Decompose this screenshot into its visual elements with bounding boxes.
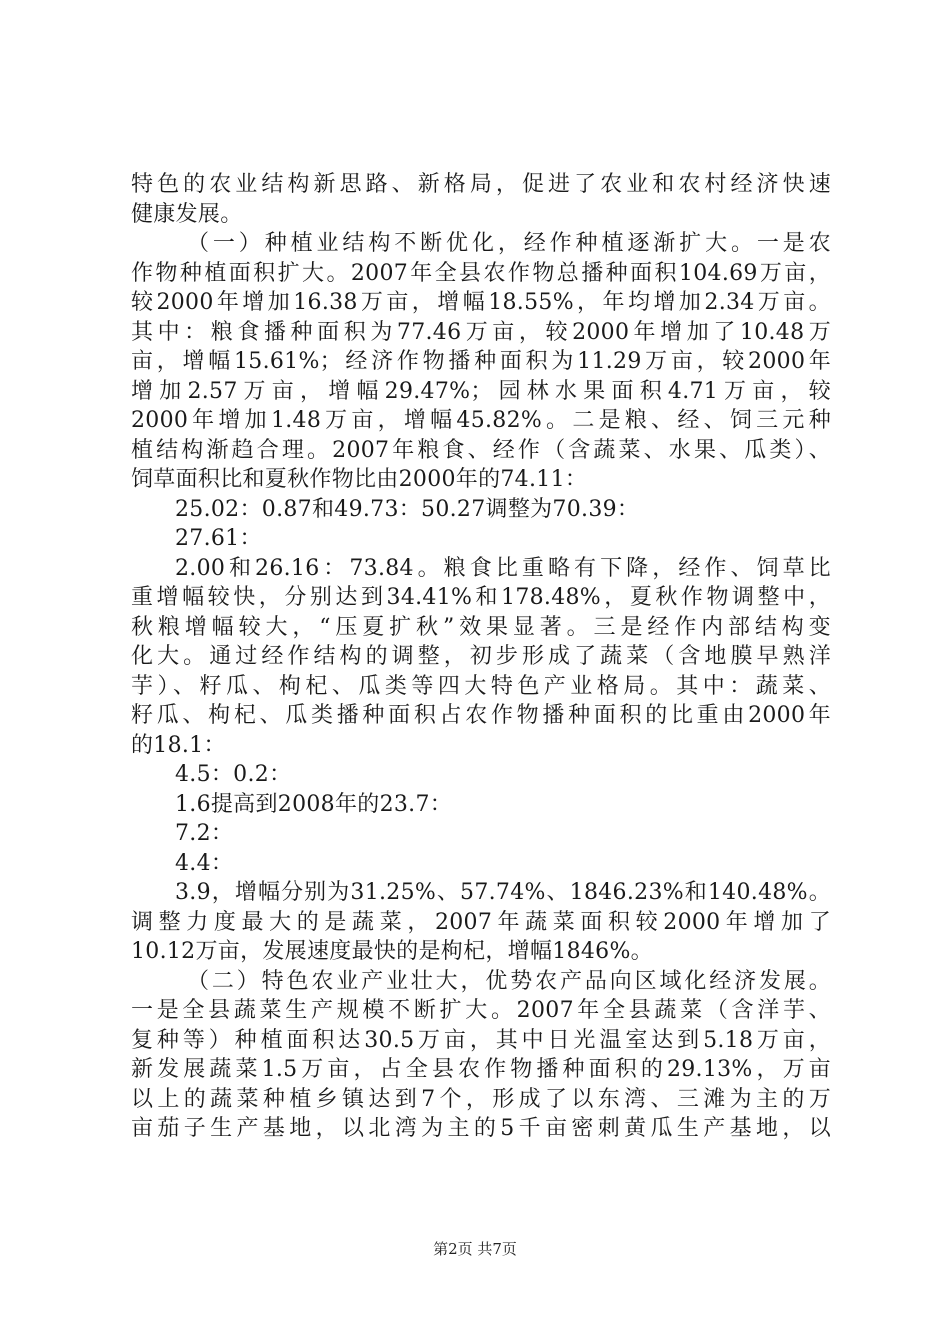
text-line: 亩，增幅15.61%；经济作物播种面积为11.29万亩，较2000年 — [131, 349, 831, 374]
text-line: 1.6提高到2008年的23.7： — [175, 791, 453, 817]
text-line: 一是全县蔬菜生产规模不断扩大。2007年全县蔬菜（含洋芋、 — [131, 998, 831, 1023]
text-line: 化大。通过经作结构的调整，初步形成了蔬菜（含地膜早熟洋 — [131, 644, 831, 669]
text-line: 2000年增加1.48万亩，增幅45.82%。二是粮、经、饲三元种 — [131, 408, 831, 433]
text-line: 以上的蔬菜种植乡镇达到7个，形成了以东湾、三滩为主的万 — [131, 1086, 831, 1112]
text-line: 健康发展。 — [131, 201, 243, 227]
text-line: 调整力度最大的是蔬菜，2007年蔬菜面积较2000年增加了 — [131, 909, 831, 935]
text-line: 芋）、籽瓜、枸杞、瓜类等四大特色产业格局。其中：蔬菜、 — [131, 673, 831, 699]
text-line: 较2000年增加16.38万亩，增幅18.55%，年均增加2.34万亩。 — [131, 290, 831, 315]
text-line: 10.12万亩，发展速度最快的是枸杞，增幅1846%。 — [131, 939, 653, 964]
text-line: 秋粮增幅较大，“压夏扩秋”效果显著。三是经作内部结构变 — [131, 614, 831, 640]
text-line: 25.02：0.87和49.73：50.27调整为70.39： — [175, 496, 640, 522]
text-line: 其中：粮食播种面积为77.46万亩，较2000年增加了10.48万 — [131, 319, 831, 345]
document-body — [131, 170, 831, 1144]
text-line: （二）特色农业产业壮大，优势农产品向区域化经济发展。 — [187, 968, 831, 994]
text-line: 复种等）种植面积达30.5万亩，其中日光温室达到5.18万亩， — [131, 1027, 831, 1053]
text-line: 4.5：0.2： — [175, 762, 292, 787]
text-line: 27.61： — [175, 526, 262, 551]
text-line: 7.2： — [175, 821, 234, 846]
text-line: 作物种植面积扩大。2007年全县农作物总播种面积104.69万亩， — [131, 260, 831, 286]
text-line: 2.00和26.16：73.84。粮食比重略有下降，经作、饲草比 — [175, 555, 831, 581]
text-line: 增加2.57万亩，增幅29.47%；园林水果面积4.71万亩，较 — [131, 378, 831, 404]
text-line: （一）种植业结构不断优化，经作种植逐渐扩大。一是农 — [187, 231, 831, 256]
text-line: 重增幅较快，分别达到34.41%和178.48%，夏秋作物调整中， — [131, 585, 831, 610]
text-line: 新发展蔬菜1.5万亩，占全县农作物播种面积的29.13%，万亩 — [131, 1057, 831, 1082]
page-number-footer: 第2页 共7页 — [433, 1240, 517, 1258]
text-line: 植结构渐趋合理。2007年粮食、经作（含蔬菜、水果、瓜类）、 — [131, 437, 831, 463]
text-line: 特色的农业结构新思路、新格局，促进了农业和农村经济快速 — [131, 172, 831, 197]
text-line: 饲草面积比和夏秋作物比由2000年的74.11： — [131, 467, 588, 492]
text-line: 亩茄子生产基地，以北湾为主的5千亩密刺黄瓜生产基地，以 — [131, 1116, 831, 1141]
text-line: 的18.1： — [131, 732, 226, 758]
text-line: 4.4： — [175, 850, 234, 876]
text-line: 3.9，增幅分别为31.25%、57.74%、1846.23%和140.48%。 — [175, 880, 831, 905]
text-line: 籽瓜、枸杞、瓜类播种面积占农作物播种面积的比重由2000年 — [131, 703, 831, 728]
